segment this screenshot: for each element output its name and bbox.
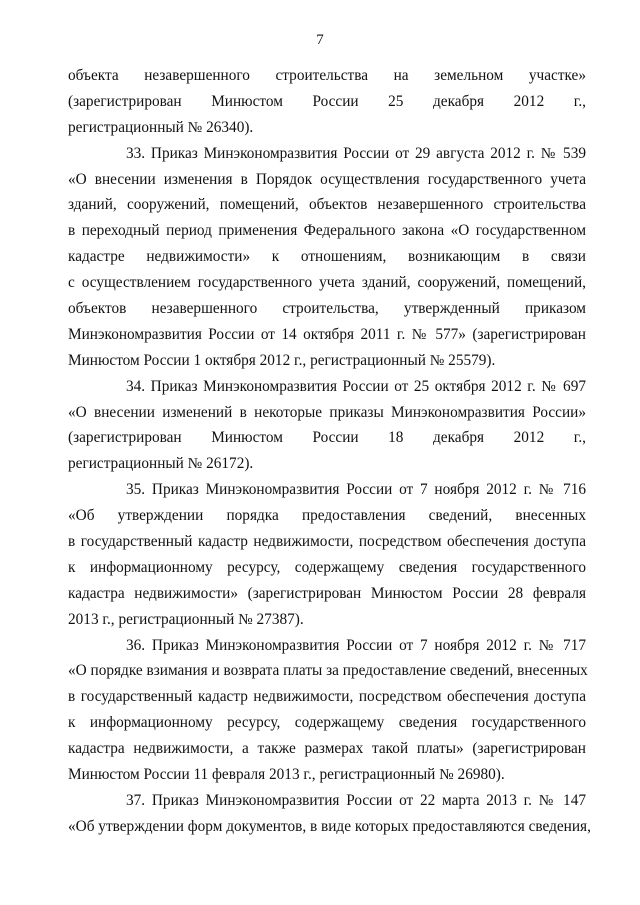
text-line: Минюстом России 11 февраля 2013 г., регистрационный № 26980). [68,766,505,784]
text-line: в государственный кадастр недвижимости, посредством обеспечения доступа [68,533,586,551]
text-line: (зарегистрирован Минюстом России 18 декабря 2012 г., [68,429,586,447]
text-line: 36. Приказ Минэкономразвития России от 7 ноября 2012 г. № 717 [126,636,586,654]
text-line: 35. Приказ Минэкономразвития России от 7 ноября 2012 г. № 716 [126,481,586,499]
text-line: Минэкономразвития России от 14 октября 2011 г. № 577» (зарегистрирован [68,325,586,343]
text-line: регистрационный № 26340). [68,118,254,136]
paragraph-36 [68,633,586,788]
text-line: «Об утверждении форм документов, в виде которых предоставляются сведения, [68,817,591,835]
text-line: «О внесении изменений в некоторые приказы Минэкономразвития России» [68,403,586,421]
paragraph-35 [68,477,586,632]
paragraph-32-continuation [68,63,586,141]
text-line: объекта незавершенного строительства на земельном участке» [68,67,586,84]
text-line: в государственный кадастр недвижимости, посредством обеспечения доступа [68,688,586,706]
text-line: зданий, сооружений, помещений, объектов незавершенного строительства [68,196,586,214]
text-line: 2013 г., регистрационный № 27387). [68,610,304,628]
text-line: регистрационный № 26172). [68,455,254,473]
text-line: к информационному ресурсу, содержащему сведения государственного [68,558,586,576]
text-line: Минюстом России 1 октября 2012 г., регистрационный № 25579). [68,351,496,369]
text-line: 33. Приказ Минэкономразвития России от 29 августа 2012 г. № 539 [126,144,586,162]
text-line: к информационному ресурсу, содержащему сведения государственного [68,714,586,732]
text-line: «Об утверждении порядка предоставления сведений, внесенных [68,507,586,525]
text-line: объектов незавершенного строительства, утвержденный приказом [68,300,586,318]
page-number: 7 [316,32,324,48]
document-body [68,63,591,840]
text-line: «О порядке взимания и возврата платы за предоставление сведений, внесенных [68,662,588,680]
paragraph-34 [68,374,586,478]
text-line: в переходный период применения Федерального закона «О государственном [68,222,586,240]
text-line: «О внесении изменения в Порядок осуществления государственного учета [68,170,586,188]
paragraph-37 [68,788,591,840]
text-line: кадастре недвижимости» к отношениям, возникающим в связи [68,248,586,266]
paragraph-33 [68,141,586,374]
text-line: с осуществлением государственного учета зданий, сооружений, помещений, [68,274,586,292]
text-line: 37. Приказ Минэкономразвития России от 22 марта 2013 г. № 147 [126,791,586,809]
text-line: (зарегистрирован Минюстом России 25 декабря 2012 г., [68,92,586,110]
text-line: кадастра недвижимости» (зарегистрирован Минюстом России 28 февраля [68,584,586,602]
text-line: кадастра недвижимости, а также размерах такой платы» (зарегистрирован [68,740,586,758]
text-line: 34. Приказ Минэкономразвития России от 25 октября 2012 г. № 697 [126,377,586,395]
